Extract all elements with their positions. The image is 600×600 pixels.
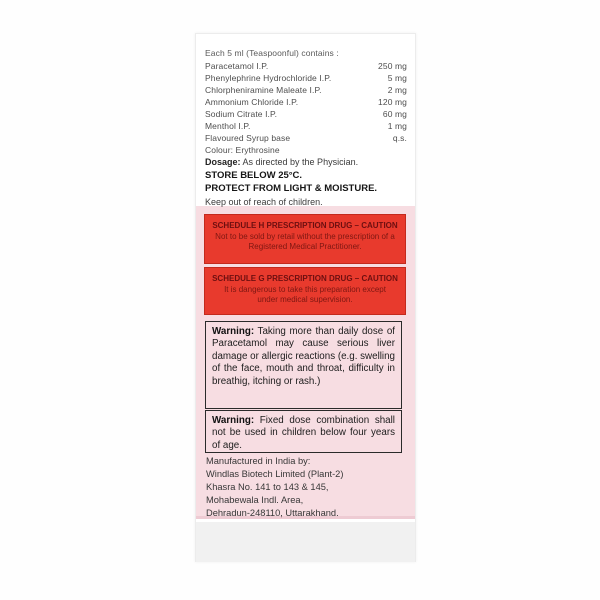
warning-text: Taking more than daily dose of Paracetamol may cause serious liver damage or allergic reactions (e.g. swelling of the face, mouth and throat, difficulty in breathig, itching or rash.) <box>212 326 395 387</box>
schedule-h-caution-box <box>204 214 406 264</box>
warning-label: Warning: <box>212 326 255 337</box>
ingredient-name: Sodium Citrate I.P. <box>205 109 278 119</box>
ingredient-qty: 1 mg <box>387 121 407 131</box>
manufacturer-line: Windlas Biotech Limited (Plant-2) <box>206 469 344 479</box>
paracetamol-warning-box <box>205 321 402 409</box>
manufacturer-section <box>206 455 406 520</box>
ingredient-qty: 60 mg <box>382 109 407 119</box>
children-warning-box <box>205 410 402 453</box>
composition-section <box>205 47 407 156</box>
manufacturer-line: Dehradun-248110, Uttarakhand. <box>206 508 339 518</box>
keep-away-children-line: Keep out of reach of children. <box>205 197 323 207</box>
dosage-line <box>205 156 407 168</box>
ingredient-name: Flavoured Syrup base <box>205 133 291 143</box>
ingredient-qty: 120 mg <box>378 97 407 107</box>
ingredient-row <box>205 72 407 84</box>
carton-bottom-flap <box>196 522 415 562</box>
ingredient-row <box>205 108 407 120</box>
ingredient-name: Phenylephrine Hydrochloride I.P. <box>205 73 332 83</box>
dosage-text: As directed by the Physician. <box>240 157 359 167</box>
warning-text: Fixed dose combination shall not be used in children below four years of age. <box>212 415 395 451</box>
warning-label: Warning: <box>212 415 255 426</box>
ingredient-name: Chlorpheniramine Maleate I.P. <box>205 85 322 95</box>
manufacturer-line: Manufactured in India by: <box>206 456 311 466</box>
ingredient-name: Menthol I.P. <box>205 121 251 131</box>
ingredient-qty: 5 mg <box>387 73 407 83</box>
ingredient-row <box>205 60 407 72</box>
schedule-h-title: SCHEDULE H PRESCRIPTION DRUG – CAUTION <box>212 221 398 230</box>
manufacturer-line: Khasra No. 141 to 143 & 145, <box>206 482 329 492</box>
storage-light-line: PROTECT FROM LIGHT & MOISTURE. <box>205 183 378 194</box>
ingredient-row <box>205 84 407 96</box>
ingredient-row <box>205 96 407 108</box>
colour-line: Colour: Erythrosine <box>205 145 280 155</box>
ingredient-qty: q.s. <box>392 133 407 143</box>
ingredient-row <box>205 120 407 132</box>
schedule-g-title: SCHEDULE G PRESCRIPTION DRUG – CAUTION <box>212 274 398 283</box>
schedule-h-body: Not to be sold by retail without the prescription of a Registered Medical Practitioner. <box>215 232 395 251</box>
schedule-g-caution-box <box>204 267 406 315</box>
medicine-carton-back-panel <box>195 33 416 562</box>
manufacturer-line: Mohabewala Indl. Area, <box>206 495 304 505</box>
schedule-g-body: It is dangerous to take this preparation except under medical supervision. <box>224 285 386 304</box>
ingredient-row <box>205 132 407 144</box>
storage-temp-line: STORE BELOW 25°C. <box>205 170 303 181</box>
ingredient-qty: 2 mg <box>387 85 407 95</box>
ingredient-qty: 250 mg <box>378 61 407 71</box>
ingredient-name: Ammonium Chloride I.P. <box>205 97 299 107</box>
dosage-label: Dosage: <box>205 157 241 167</box>
composition-header: Each 5 ml (Teaspoonful) contains : <box>205 48 339 58</box>
ingredient-name: Paracetamol I.P. <box>205 61 269 71</box>
